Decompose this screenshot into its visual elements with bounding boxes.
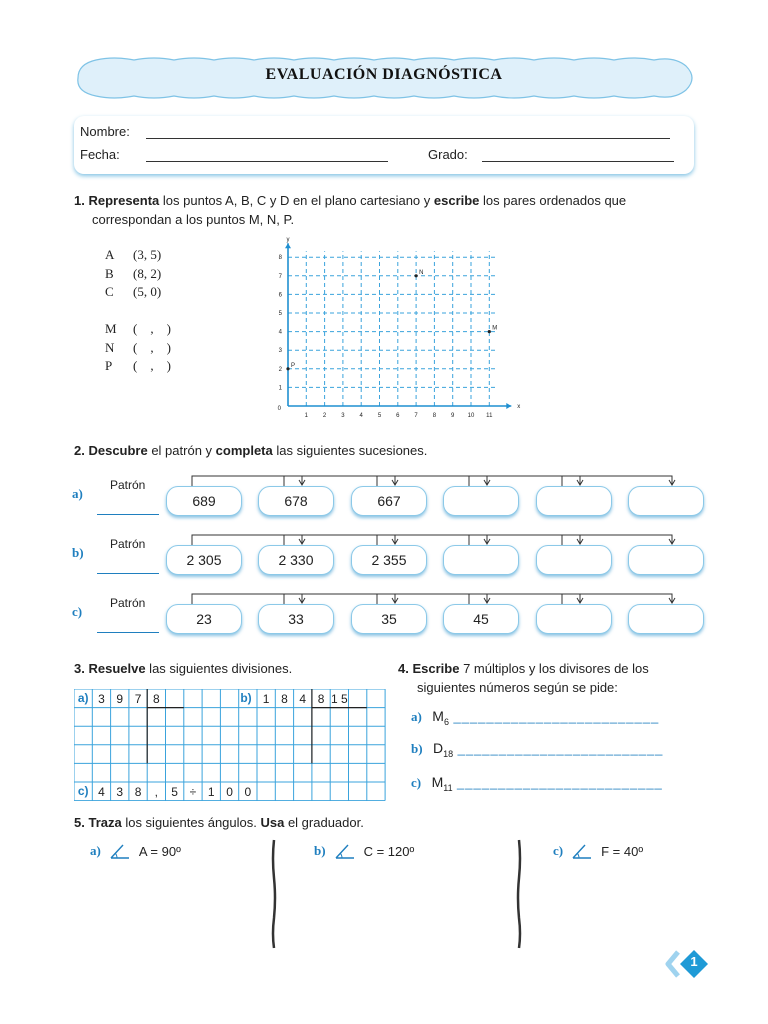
q3-text-b: las siguientes divisiones. (145, 661, 293, 676)
expression-symbol: 3 (116, 784, 124, 799)
expression-symbol: 0 (244, 784, 252, 799)
page-title: EVALUACIÓN DIAGNÓSTICA (265, 66, 503, 83)
question-2-number: 2. (74, 443, 85, 458)
sequence-arrow (469, 594, 580, 604)
angle-item-b[interactable] (314, 842, 414, 860)
sequence-box[interactable] (628, 545, 704, 575)
q2-verb-complete: completa (215, 443, 273, 458)
y-tick-label: 4 (278, 329, 282, 336)
sequence-label: c) (72, 604, 83, 619)
set-base: M (431, 774, 444, 790)
y-tick-label: 7 (278, 273, 282, 280)
y-tick-label: 5 (278, 311, 282, 317)
point-name: B (105, 265, 114, 281)
x-tick-label: 2 (322, 413, 327, 419)
q4-text-b: 7 múltiplos y los divisores de los (459, 661, 649, 676)
q2-verb-discover: Descubre (88, 443, 148, 458)
set-base: M (432, 708, 444, 724)
q1-verb-represent: Representa (88, 193, 160, 208)
expression-symbol: 1 (207, 784, 215, 799)
sequence-arrow (284, 535, 395, 545)
grade-label: Grado: (428, 147, 468, 162)
answer-line[interactable]: _________________________ (457, 775, 663, 790)
pattern-label: Patrón (110, 478, 146, 492)
expression-symbol: , (154, 784, 159, 799)
set-sub: 6 (443, 717, 449, 728)
pattern-label: Patrón (110, 537, 146, 551)
sequence-box: 23 (166, 604, 242, 634)
y-tick-label: 3 (278, 348, 282, 355)
answer-line[interactable]: _________________________ (457, 741, 664, 756)
y-tick-label: 6 (278, 292, 282, 299)
point-value: (8, 2) (133, 265, 162, 281)
page-number: 1 (690, 954, 698, 969)
divisor-digit: 8 (153, 691, 160, 706)
point-blank[interactable]: ( , ) (133, 358, 171, 373)
sequence-arrow (469, 535, 580, 545)
sequence-box: 2 305 (166, 545, 242, 575)
y-tick-label: 1 (278, 385, 282, 392)
question-5-text (74, 813, 364, 832)
x-tick-label: 5 (377, 413, 382, 419)
q1-text-b: los puntos A, B, C y D en el plano cartesiano y (159, 193, 434, 208)
x-tick-label: 3 (341, 413, 345, 419)
q4-text-c: siguientes números según se pide: (417, 680, 618, 695)
y-tick-label: 2 (278, 366, 282, 373)
sequence-box: 45 (443, 604, 519, 634)
angle-icon (569, 842, 595, 860)
set-sub: 11 (443, 783, 453, 794)
x-tick-label: 1 (304, 413, 308, 419)
q3-verb-solve: Resuelve (88, 661, 146, 676)
q2-text-b: el patrón y (147, 443, 216, 458)
sequence-box: 33 (258, 604, 334, 634)
sequence-arrow (562, 535, 672, 545)
dividend-digit: 7 (134, 691, 142, 706)
division-b-label: b) (240, 691, 252, 706)
angle-icon (332, 842, 358, 860)
point-value: (3, 5) (133, 247, 162, 262)
pattern-label: Patrón (110, 596, 146, 610)
sequence-box: 2 355 (351, 545, 427, 575)
sequence-box: 678 (258, 486, 334, 516)
sequence-box[interactable] (443, 545, 519, 575)
item-label: c) (411, 775, 422, 790)
sequence-arrow (469, 476, 580, 486)
question-4-number: 4. (398, 661, 409, 676)
point-name: M (105, 321, 117, 336)
set-base: D (433, 740, 444, 756)
x-tick-label: 4 (359, 413, 363, 419)
point-value: (5, 0) (133, 284, 162, 299)
expression-symbol: 5 (171, 784, 178, 799)
y-tick-label: 8 (278, 255, 282, 262)
item-label: a) (90, 843, 101, 858)
sequence-box[interactable] (443, 486, 519, 516)
sequence-arrow (377, 594, 487, 604)
dividend-digit: 1 (262, 691, 270, 706)
sequence-box[interactable] (536, 545, 612, 575)
division-a-label: a) (77, 691, 89, 706)
angle-value: C = 120º (363, 843, 415, 859)
point-name: N (105, 339, 115, 355)
data-point-label: N (419, 269, 424, 276)
item-label: b) (411, 741, 423, 756)
sequence-box: 2 330 (258, 545, 334, 575)
q5-verb-draw: Traza (88, 815, 122, 830)
dividend-digit: 8 (317, 691, 325, 706)
sequence-arrow (284, 594, 395, 604)
data-point-label: M (492, 325, 498, 332)
pattern-answer-line[interactable] (97, 632, 159, 633)
sequence-box: 689 (166, 486, 242, 516)
sequence-arrow (192, 594, 302, 604)
sequence-box[interactable] (536, 604, 612, 634)
sequence-arrow (562, 476, 672, 486)
x-tick-label: 11 (486, 413, 493, 419)
q5-text-b: los siguientes ángulos. (121, 815, 261, 830)
x-tick-label: 10 (467, 413, 475, 419)
sequence-arrow (562, 594, 672, 604)
point-name: A (105, 247, 115, 262)
pattern-answer-line[interactable] (97, 573, 159, 574)
question-3-text (74, 659, 292, 678)
sequence-arrow (192, 535, 302, 545)
angle-value: F = 40º (601, 843, 644, 859)
division-grid[interactable] (74, 689, 386, 801)
answer-line[interactable]: _________________________ (453, 709, 660, 724)
division-c-label: c) (77, 784, 89, 799)
question-1-number: 1. (74, 193, 85, 208)
sequence-arrow (377, 476, 487, 486)
sequence-label: a) (72, 486, 83, 501)
angle-icon (107, 842, 133, 860)
angle-item-a[interactable] (90, 842, 181, 860)
item-label: c) (553, 843, 564, 858)
point-blank[interactable]: ( , ) (133, 321, 171, 336)
sequence-arrow (284, 476, 395, 486)
dividend-digit: 4 (299, 691, 307, 706)
origin-label: 0 (277, 406, 281, 412)
question-4-text (398, 659, 649, 678)
dividend-digit: 9 (116, 691, 124, 706)
sequence-arrow (377, 535, 487, 545)
column-divider (270, 838, 278, 950)
angle-item-c[interactable] (553, 842, 643, 860)
x-axis-label: x (517, 404, 521, 410)
sequence-box: 35 (351, 604, 427, 634)
x-tick-label: 8 (432, 413, 437, 419)
sequence-box[interactable] (628, 604, 704, 634)
column-divider (515, 838, 523, 950)
x-tick-label: 9 (451, 413, 455, 419)
q4-item-c[interactable] (411, 774, 663, 793)
expression-symbol: 0 (226, 784, 233, 799)
expression-symbol: ÷ (189, 784, 197, 799)
question-5-number: 5. (74, 815, 85, 830)
dividend-digit: 8 (281, 691, 288, 706)
dividend-digit: 3 (98, 691, 105, 706)
point-name: C (105, 284, 114, 299)
pattern-answer-line[interactable] (97, 514, 159, 515)
angle-value: A = 90º (138, 843, 181, 859)
q5-verb-use: Usa (260, 815, 285, 830)
q1-text-d: los pares ordenados que (479, 193, 627, 208)
q1-verb-write: escribe (433, 193, 480, 208)
data-point-label: P (291, 362, 296, 369)
sequence-box[interactable] (536, 486, 612, 516)
x-tick-label: 7 (414, 413, 418, 419)
set-sub: 18 (443, 749, 454, 760)
q5-text-d: el graduador. (284, 815, 364, 830)
item-label: a) (411, 709, 422, 724)
q4-verb-write: Escribe (412, 661, 460, 676)
divisor-digit: 1 5 (331, 691, 348, 706)
sequence-box[interactable] (628, 486, 704, 516)
sequence-arrow (192, 476, 302, 486)
question-3-number: 3. (74, 661, 85, 676)
expression-symbol: 8 (134, 784, 142, 799)
sequence-box: 667 (351, 486, 427, 516)
y-axis-label: y (286, 237, 290, 244)
q4-item-a[interactable] (411, 708, 659, 727)
q1-text-e: correspondan a los puntos M, N, P. (92, 212, 295, 227)
point-name: P (105, 358, 113, 373)
name-label: Nombre: (80, 124, 130, 139)
x-tick-label: 6 (396, 413, 400, 419)
point-blank[interactable]: ( , ) (133, 339, 171, 355)
sequence-label: b) (72, 545, 84, 560)
expression-symbol: 4 (98, 784, 105, 799)
item-label: b) (314, 843, 326, 858)
date-label: Fecha: (80, 147, 120, 162)
q2-text-d: las siguientes sucesiones. (272, 443, 428, 458)
q4-item-b[interactable] (411, 740, 663, 759)
